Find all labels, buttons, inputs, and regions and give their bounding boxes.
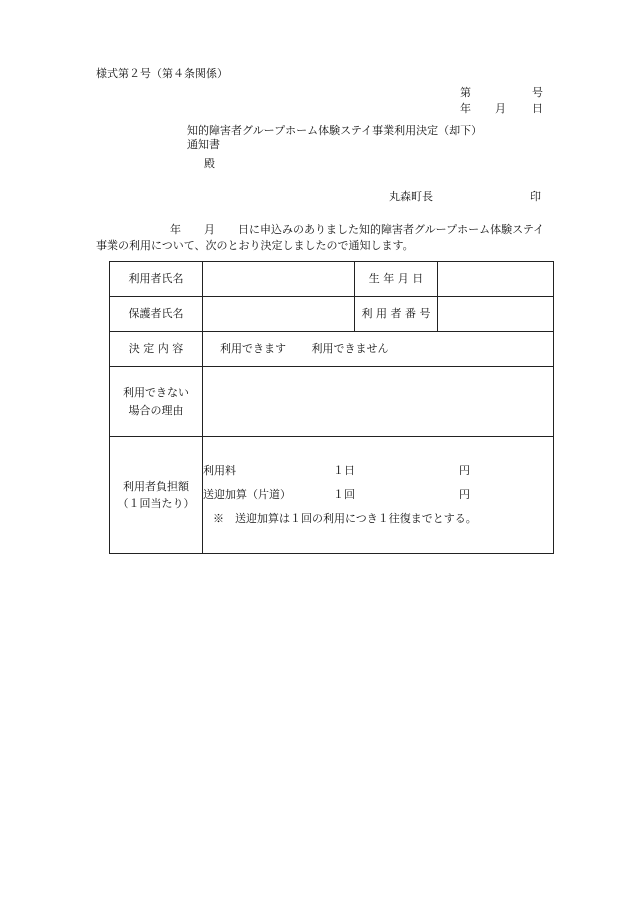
guardian-name-field[interactable] bbox=[203, 297, 355, 332]
fee-note: ※ 送迎加算は１回の利用につき１往復までとする。 bbox=[213, 511, 477, 525]
user-number-field[interactable] bbox=[438, 297, 554, 332]
date-month: 月 bbox=[495, 102, 506, 115]
fee-usage-label: 利用料 bbox=[203, 463, 236, 477]
fee-details bbox=[203, 437, 554, 554]
reason-label-line-2: 場合の理由 bbox=[128, 403, 184, 417]
fee-usage-unit: １日 bbox=[333, 463, 355, 477]
user-name-label: 利用者氏名 bbox=[110, 262, 203, 297]
form-number: 様式第２号（第４条関係） bbox=[96, 67, 228, 80]
intro-line-2: 事業の利用について、次のとおり決定しましたので通知します。 bbox=[96, 239, 414, 252]
intro-day-text: 日に申込みのありました知的障害者グループホーム体験ステイ bbox=[238, 223, 545, 236]
intro-year: 年 bbox=[170, 223, 181, 236]
birth-date-label: 生 年 月 日 bbox=[355, 262, 438, 297]
decision-options bbox=[203, 332, 554, 367]
date-day: 日 bbox=[532, 102, 543, 115]
intro-month: 月 bbox=[204, 223, 215, 236]
guardian-name-label: 保護者氏名 bbox=[110, 297, 203, 332]
fee-row-usage bbox=[203, 464, 553, 488]
decision-label: 決 定 内 容 bbox=[110, 332, 203, 367]
document-title: 知的障害者グループホーム体験ステイ事業利用決定（却下）通知書 bbox=[187, 124, 483, 151]
doc-number-go: 号 bbox=[532, 86, 543, 99]
fee-transport-yen: 円 bbox=[459, 487, 470, 501]
date-year: 年 bbox=[460, 102, 471, 115]
burden-label-line-2: （１回当たり） bbox=[117, 497, 195, 510]
birth-date-field[interactable] bbox=[438, 262, 554, 297]
fee-transport-unit: １回 bbox=[333, 487, 355, 501]
decision-option-rejected[interactable]: 利用できません bbox=[311, 341, 389, 355]
burden-label bbox=[110, 437, 203, 554]
fee-row-transport bbox=[203, 488, 553, 512]
issuer-name: 丸森町長 bbox=[389, 190, 433, 203]
fee-usage-yen: 円 bbox=[459, 463, 470, 477]
seal-mark: 印 bbox=[530, 190, 541, 203]
decision-table bbox=[109, 261, 554, 554]
decision-option-approved[interactable]: 利用できます bbox=[220, 341, 286, 355]
fee-transport-label: 送迎加算（片道） bbox=[203, 487, 291, 501]
reason-label-line-1: 利用できない bbox=[123, 386, 189, 400]
reason-label bbox=[110, 367, 203, 437]
addressee-suffix: 殿 bbox=[204, 157, 215, 170]
reason-field[interactable] bbox=[203, 367, 554, 437]
doc-number-dai: 第 bbox=[460, 86, 471, 99]
burden-label-line-1: 利用者負担額 bbox=[123, 479, 189, 493]
user-name-field[interactable] bbox=[203, 262, 355, 297]
user-number-label: 利 用 者 番 号 bbox=[355, 297, 438, 332]
